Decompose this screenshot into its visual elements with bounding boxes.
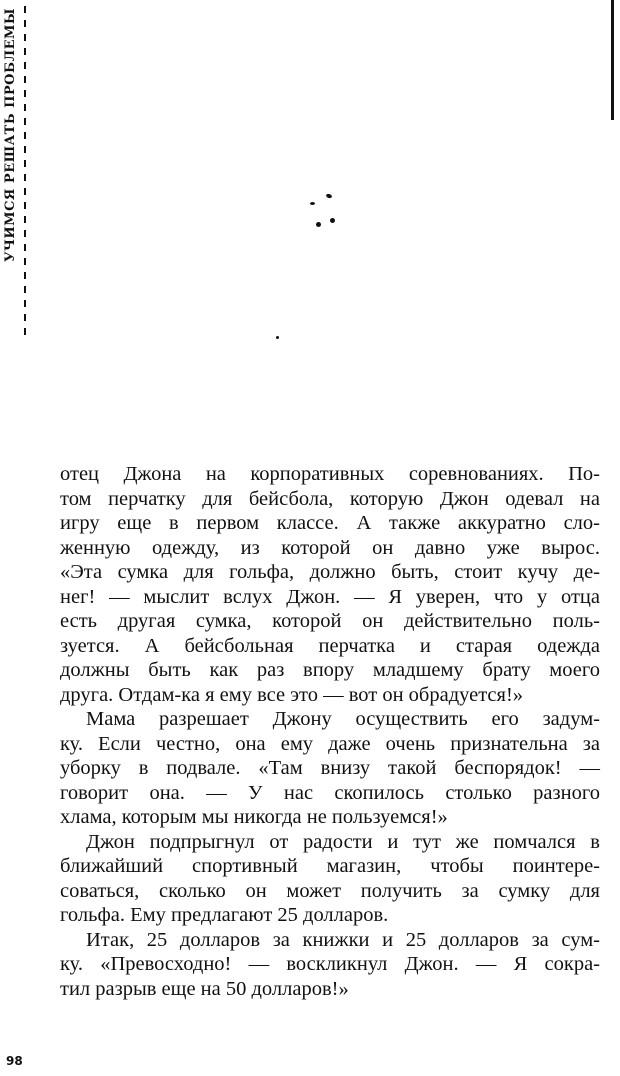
text-line: уборку в подвале. «Там внизу такой беспорядок! — (60, 757, 600, 779)
running-header (0, 0, 22, 345)
text-line: нег! — мыслит вслух Джон. — Я уверен, что у отца (60, 585, 600, 608)
text-line: отец Джона на корпоративных соревнованиях. По- (60, 463, 600, 485)
text-line: Джон подпрыгнул от радости и тут же помчался в (86, 830, 600, 853)
running-header-title: УЧИМСЯ РЕШАТЬ ПРОБЛЕМЫ (3, 8, 18, 263)
text-line: соваться, сколько он может получить за сумку для (60, 879, 600, 902)
header-dashed-rule (24, 6, 26, 336)
text-line: друга. Отдам-ка я ему все это — вот он обрадуется!» (60, 683, 524, 706)
page-edge-rule (611, 0, 614, 120)
text-line: должны быть как раз впору младшему брату моего (60, 659, 600, 681)
text-line: «Эта сумка для гольфа, должно быть, стоит кучу де- (60, 561, 600, 583)
page-number: 98 (6, 1054, 23, 1068)
text-line: гольфа. Ему предлагают 25 долларов. (60, 904, 389, 926)
body-text (60, 462, 600, 1001)
text-line: ближайший спортивный магазин, чтобы поинтере- (60, 855, 600, 877)
text-line: ку. Если честно, она ему даже очень признательна за (60, 732, 600, 755)
text-line: Мама разрешает Джону осуществить его задум- (86, 708, 600, 730)
text-line: игру еще в первом классе. А также аккуратно сло- (60, 512, 600, 534)
text-line: тил разрыв еще на 50 долларов!» (60, 977, 349, 1000)
text-line: зуется. А бейсбольная перчатка и старая одежда (60, 634, 600, 657)
scan-specks (290, 180, 370, 360)
text-line: говорит она. — У нас скопилось столько разного (60, 781, 600, 804)
text-line: хлама, которым мы никогда не пользуемся!» (60, 806, 448, 828)
text-line: женную одежду, из которой он давно уже вырос. (60, 536, 600, 559)
text-line: ку. «Превосходно! — воскликнул Джон. — Я сокра- (60, 953, 600, 975)
text-line: есть другая сумка, которой он действительно поль- (60, 610, 600, 632)
text-line: Итак, 25 долларов за книжки и 25 долларов за сум- (86, 928, 600, 951)
text-line: том перчатку для бейсбола, которую Джон одевал на (60, 487, 600, 510)
